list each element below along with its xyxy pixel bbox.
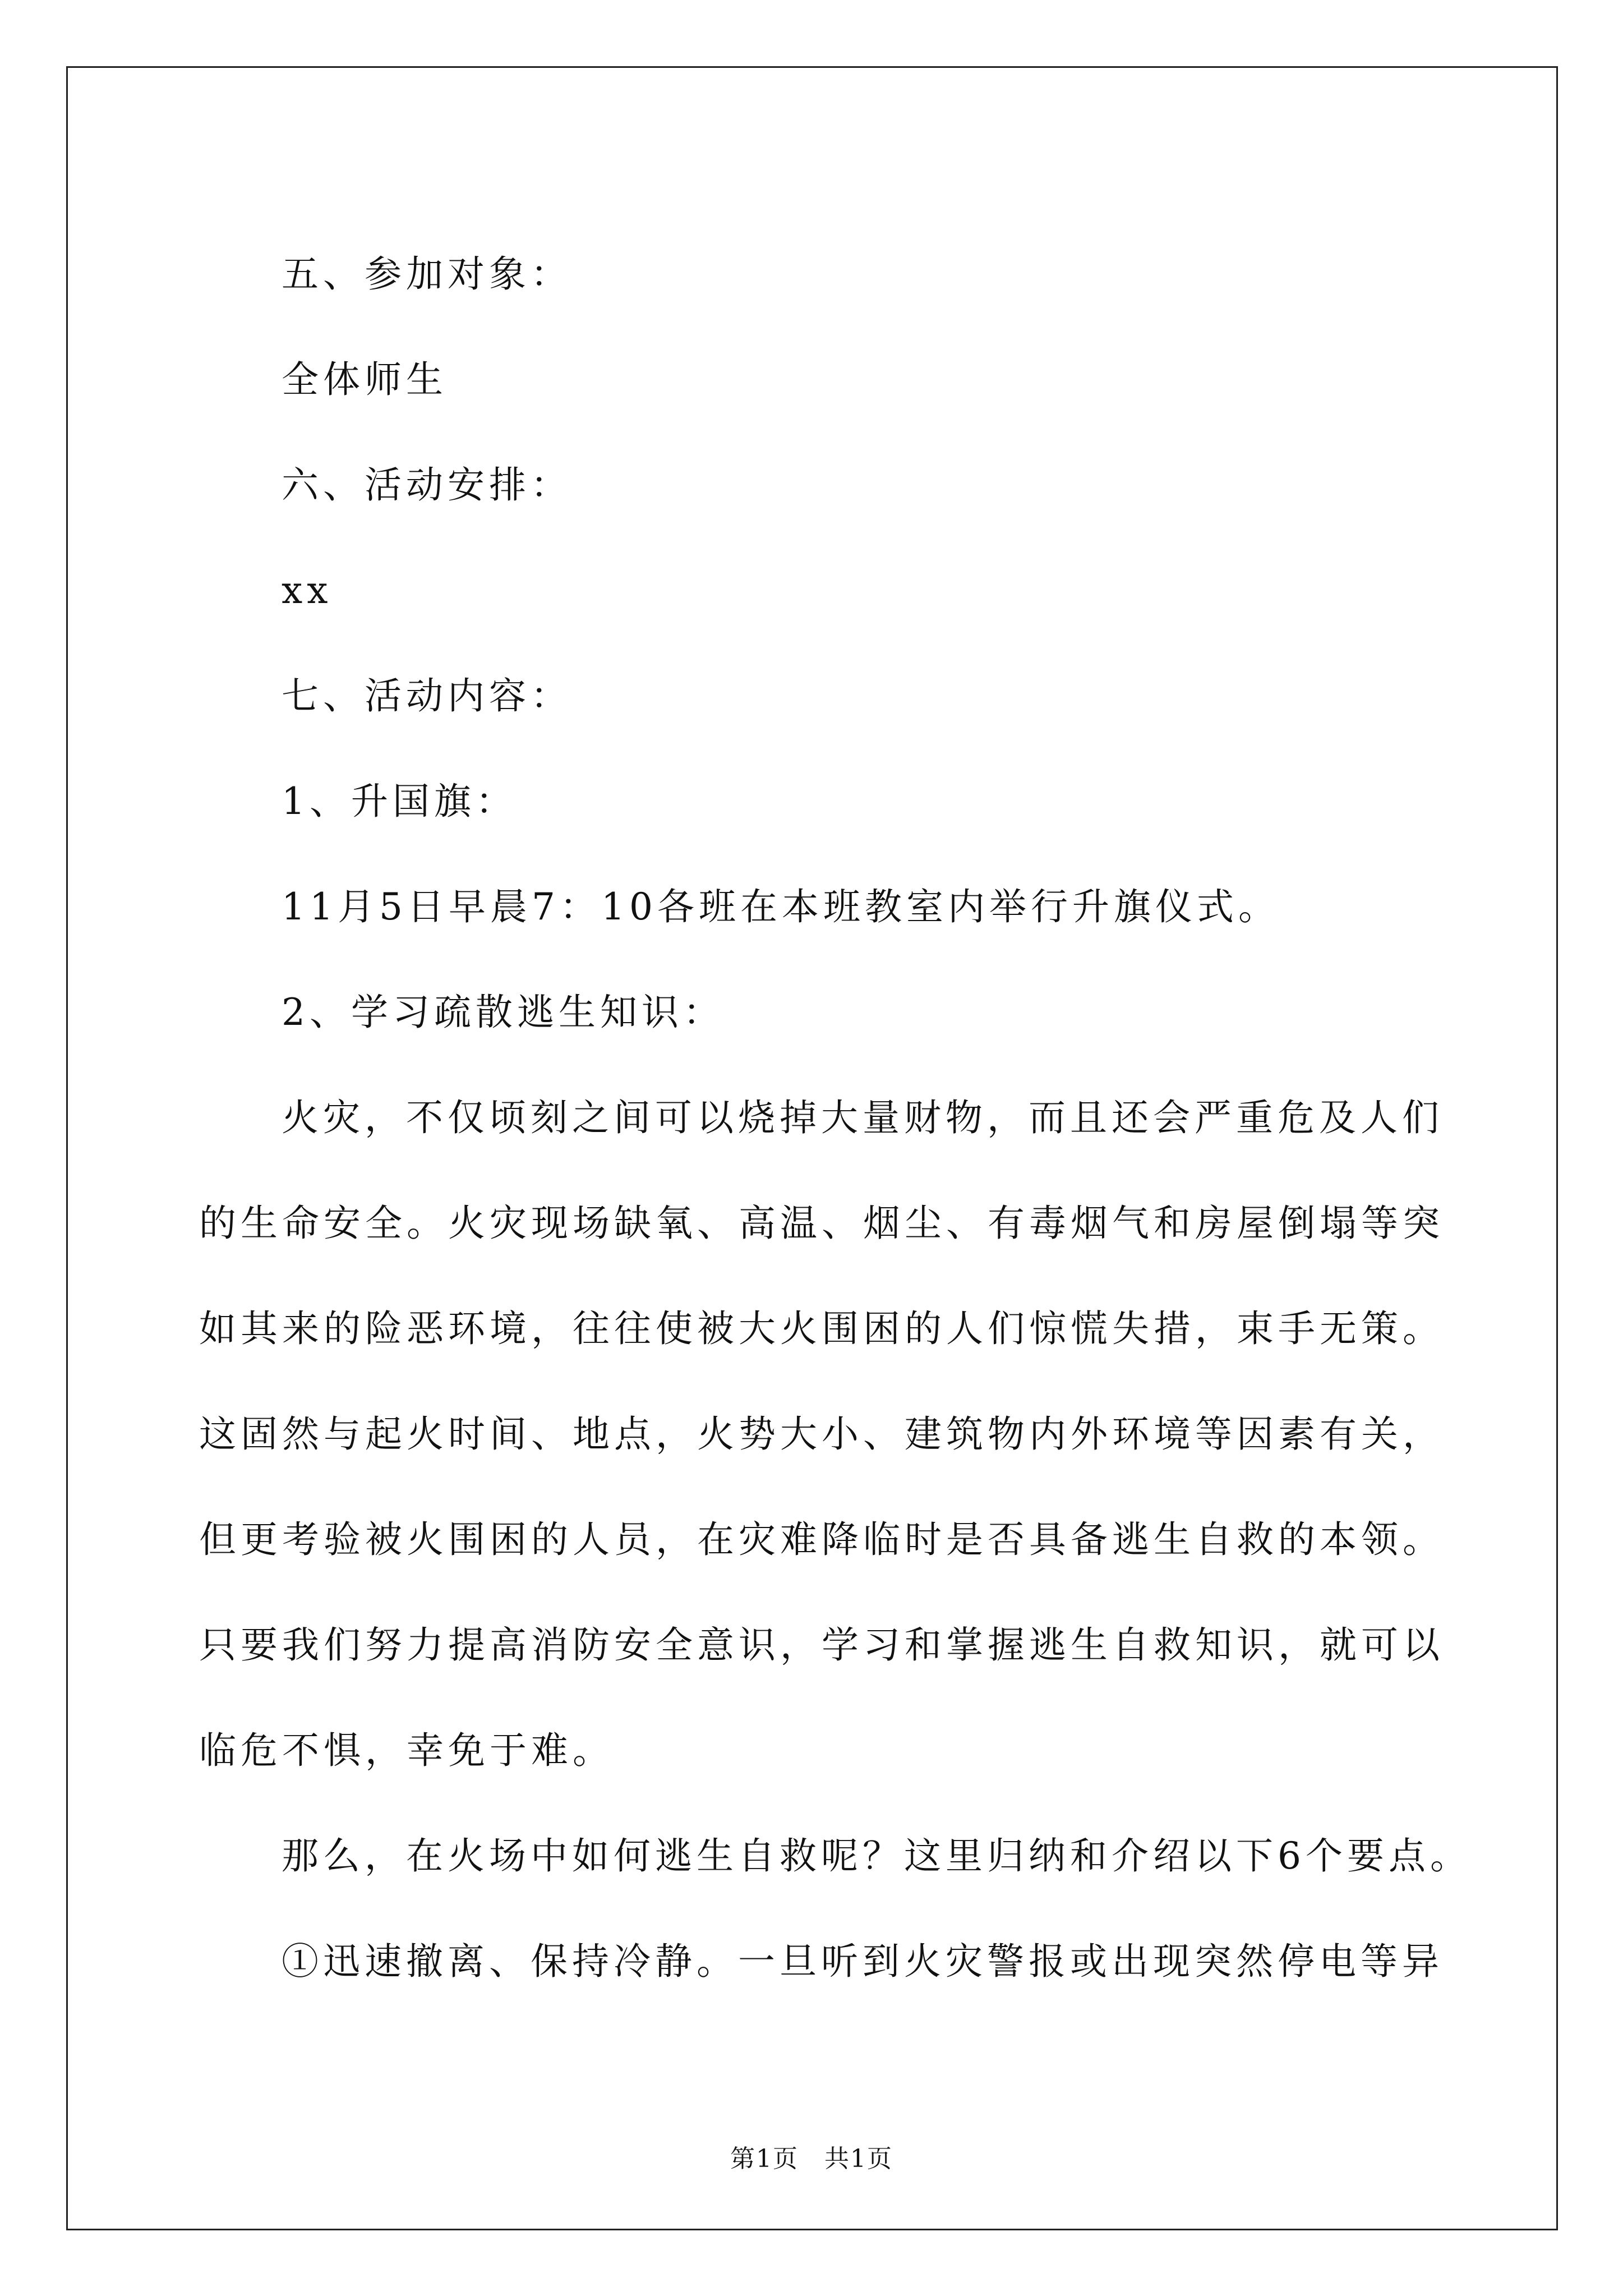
- paragraph-line: 六、活动安排：: [282, 463, 572, 507]
- document-body: [199, 222, 1472, 2014]
- paragraph-line: 火灾，不仅顷刻之间可以烧掉大量财物，而且还会严重危及人们: [282, 1096, 1444, 1139]
- paragraph-line: xx: [282, 569, 333, 612]
- paragraph-line: 临危不惧，幸免于难。: [199, 1729, 614, 1772]
- paragraph-line: 那么，在火场中如何逃生自救呢？这里归纳和介绍以下6个要点。: [282, 1834, 1472, 1878]
- paragraph-line: 的生命安全。火灾现场缺氧、高温、烟尘、有毒烟气和房屋倒塌等突: [199, 1202, 1444, 1245]
- paragraph-line: 只要我们努力提高消防安全意识，学习和掌握逃生自救知识，就可以: [199, 1623, 1444, 1667]
- paragraph-line: 1、升国旗：: [282, 780, 517, 823]
- paragraph-line: 如其来的险恶环境，往往使被大火围困的人们惊慌失措，束手无策。: [199, 1307, 1444, 1350]
- paragraph-line: 但更考验被火围困的人员，在灾难降临时是否具备逃生自救的本领。: [199, 1518, 1444, 1561]
- paragraph-line: 这固然与起火时间、地点，火势大小、建筑物内外环境等因素有关，: [199, 1412, 1444, 1456]
- paragraph-line: ①迅速撤离、保持冷静。一旦听到火灾警报或出现突然停电等异: [282, 1940, 1444, 1983]
- paragraph-line: 五、参加对象：: [282, 252, 572, 296]
- paragraph-line: 全体师生: [282, 358, 448, 401]
- paragraph-line: 11月5日早晨7：10各班在本班教室内举行升旗仪式。: [282, 885, 1280, 928]
- paragraph-line: 七、活动内容：: [282, 674, 572, 717]
- page-number: 第1页 共1页: [730, 2145, 893, 2173]
- paragraph-line: 2、学习疏散逃生知识：: [282, 991, 725, 1034]
